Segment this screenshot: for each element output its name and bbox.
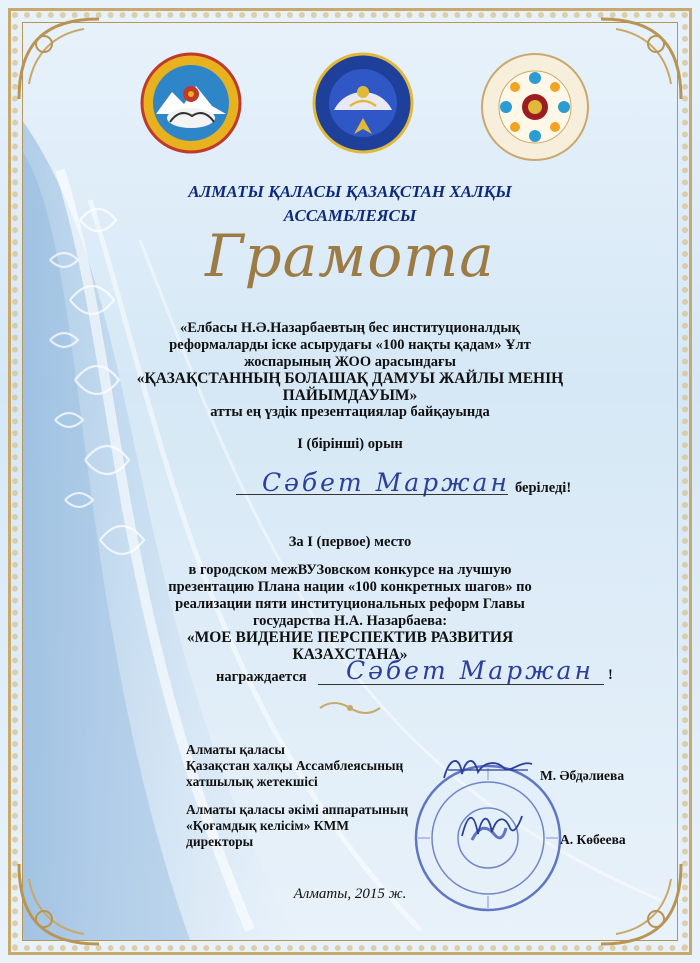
ru-awardee-handwritten: Сәбет Маржан — [346, 656, 594, 685]
kz-text-line6: атты ең үздік презентациялар байқауында — [210, 404, 490, 420]
issuer-heading-line1: АЛМАТЫ ҚАЛАСЫ ҚАЗАҚСТАН ХАЛҚЫ — [188, 182, 512, 201]
kz-text-line1: «Елбасы Н.Ә.Назарбаевтың бес институционалдық — [179, 320, 521, 336]
kz-text-line3: жоспарының ЖОО арасындағы — [244, 354, 456, 370]
signer2-name: А. Көбеева — [560, 832, 626, 847]
signature-2-handwritten-icon — [456, 806, 526, 842]
corner-ornament-icon — [14, 859, 104, 949]
signer2-org-line2: «Қоғамдық келісім» КММ — [186, 818, 349, 833]
kz-awardee-handwritten: Сәбет Маржан — [262, 468, 510, 497]
assembly-year-2015-emblem-icon — [480, 52, 590, 162]
ru-place: За I (первое) место — [288, 534, 412, 550]
footer-place-date: Алматы, 2015 ж. — [293, 886, 407, 902]
kz-given-text: беріледі! — [515, 480, 572, 496]
ru-exclaim: ! — [608, 667, 613, 683]
ru-text-line2: презентацию Плана нации «100 конкретных шагов» по — [168, 579, 532, 595]
signer1-org-line1: Алматы қаласы — [186, 742, 285, 757]
kz-place: І (бірінші) орын — [297, 436, 403, 452]
kz-contest-title-line2: ПАЙЫМДАУЫМ» — [282, 387, 418, 404]
ru-text-line1: в городском межВУЗовском конкурсе на лучшую — [188, 562, 512, 578]
ru-contest-title-line1: «МОЕ ВИДЕНИЕ ПЕРСПЕКТИВ РАЗВИТИЯ — [186, 629, 514, 646]
corner-ornament-icon — [14, 14, 104, 104]
signature-1-handwritten-icon — [440, 752, 536, 784]
issuer-heading-line2: АССАМБЛЕЯСЫ — [283, 206, 417, 225]
assembly-people-kazakhstan-emblem-icon — [312, 52, 414, 154]
ru-awarded-text: награждается — [216, 669, 307, 685]
signer1-name: М. Әбдәлиева — [540, 768, 625, 783]
ru-text-line3: реализации пяти институциональных реформ Главы — [175, 596, 525, 612]
signer1-org-line2: Қазақстан халқы Ассамблеясының — [186, 758, 404, 773]
ru-awardee-underline — [318, 684, 604, 685]
signer1-position: хатшылық жетекшісі — [186, 774, 318, 789]
almaty-coat-of-arms-icon — [140, 52, 242, 154]
ru-contest-title-line2: КАЗАХСТАНА» — [292, 646, 408, 663]
signer2-position: директоры — [186, 834, 254, 849]
signer2-org-line1: Алматы қаласы әкімі аппаратының — [186, 802, 409, 817]
kz-text-line2: реформаларды іске асырудағы «100 нақты қадам» Ұлт — [169, 337, 531, 353]
kz-awardee-underline — [236, 494, 508, 495]
certificate-title: Грамота — [205, 222, 495, 290]
ornament-divider-icon — [318, 700, 382, 716]
corner-ornament-icon — [596, 14, 686, 104]
ru-text-line4: государства Н.А. Назарбаева: — [252, 613, 448, 629]
corner-ornament-icon — [596, 859, 686, 949]
kz-contest-title-line1: «ҚАЗАҚСТАННЫҢ БОЛАШАҚ ДАМУЫ ЖАЙЛЫ МЕНІҢ — [136, 370, 564, 387]
